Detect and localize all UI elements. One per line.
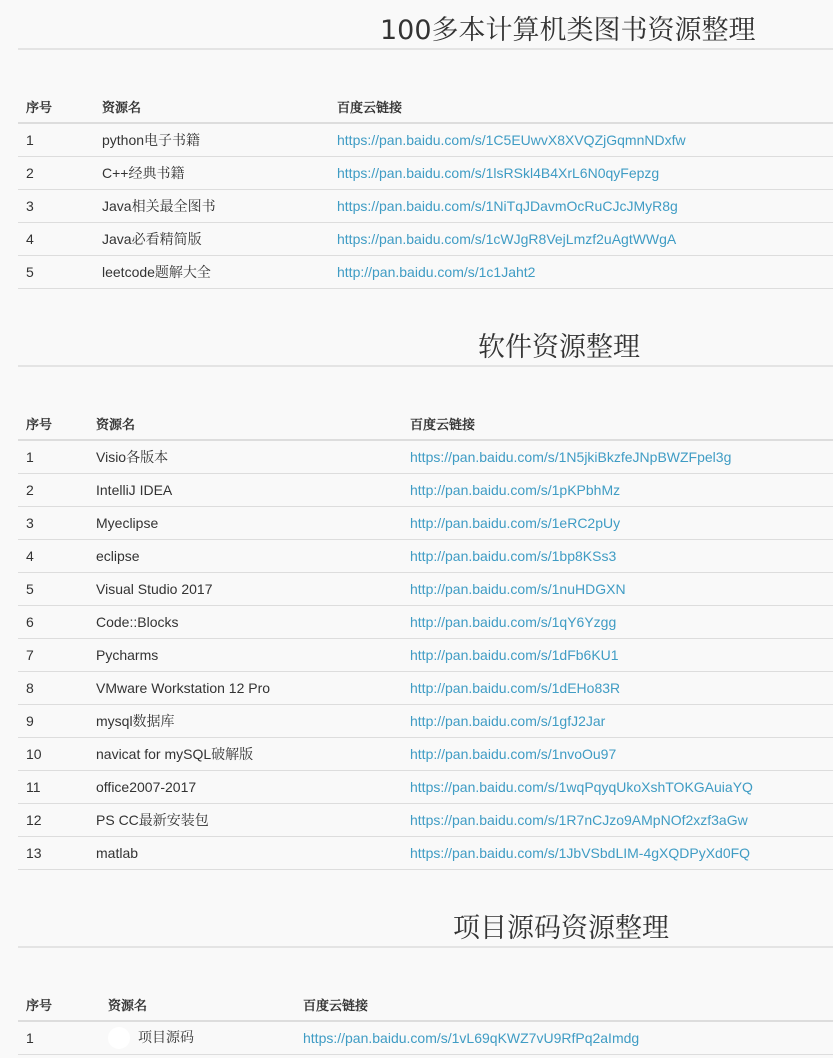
resource-name: C++经典书籍 (94, 157, 329, 190)
table-row (18, 540, 833, 573)
row-index: 11 (18, 771, 88, 804)
baidu-link[interactable]: https://pan.baidu.com/s/1N5jkiBkzfeJNpBWZFpel3g (410, 449, 732, 465)
resource-name: PS CC最新安装包 (88, 804, 402, 837)
resource-name: Java必看精简版 (94, 223, 329, 256)
resource-name: Myeclipse (88, 507, 402, 540)
table-row (18, 837, 833, 870)
table-row (18, 157, 833, 190)
table-header-row (18, 90, 833, 123)
resource-name: navicat for mySQL破解版 (88, 738, 402, 771)
resource-name: office2007-2017 (88, 771, 402, 804)
row-index: 10 (18, 738, 88, 771)
column-header-name: 资源名 (94, 90, 329, 123)
baidu-link[interactable]: http://pan.baidu.com/s/1dEHo83R (410, 680, 621, 696)
table-row (18, 639, 833, 672)
table-row (18, 440, 833, 474)
baidu-link[interactable]: https://pan.baidu.com/s/1wqPqyqUkoXshTOKGAuiaYQ (410, 779, 753, 795)
resource-name: Code::Blocks (88, 606, 402, 639)
row-index: 12 (18, 804, 88, 837)
table-row (18, 223, 833, 256)
resource-name: 项目源码 (138, 1028, 194, 1045)
column-header-link: 百度云链接 (295, 988, 833, 1021)
row-index: 8 (18, 672, 88, 705)
row-index: 1 (18, 123, 94, 157)
section-divider (18, 365, 833, 367)
table-header-row (18, 407, 833, 440)
baidu-link[interactable]: http://pan.baidu.com/s/1eRC2pUy (410, 515, 621, 531)
section-title-books: 100多本计算机类图书资源整理 (380, 15, 756, 46)
column-header-index: 序号 (18, 90, 94, 123)
section-title-software: 软件资源整理 (478, 332, 640, 363)
baidu-link[interactable]: http://pan.baidu.com/s/1qY6Yzgg (410, 614, 617, 630)
column-header-index: 序号 (18, 407, 88, 440)
row-index: 3 (18, 507, 88, 540)
resource-name: IntelliJ IDEA (88, 474, 402, 507)
books-table (18, 90, 833, 289)
table-row (18, 738, 833, 771)
resource-name: Pycharms (88, 639, 402, 672)
table-header-row (18, 988, 833, 1021)
resource-name: Java相关最全图书 (94, 190, 329, 223)
table-row (18, 256, 833, 289)
table-row (18, 705, 833, 738)
software-table (18, 407, 833, 870)
baidu-link[interactable]: https://pan.baidu.com/s/1R7nCJzo9AMpNOf2xzf3aGw (410, 812, 748, 828)
resource-name-cell (100, 1021, 295, 1055)
avatar (108, 1027, 130, 1049)
baidu-link[interactable]: https://pan.baidu.com/s/1C5EUwvX8XVQZjGqmnNDxfw (337, 132, 686, 148)
table-row (18, 804, 833, 837)
column-header-link: 百度云链接 (329, 90, 833, 123)
table-row (18, 771, 833, 804)
column-header-link: 百度云链接 (402, 407, 833, 440)
table-row (18, 190, 833, 223)
row-index: 2 (18, 157, 94, 190)
section-divider (18, 48, 833, 50)
table-row (18, 123, 833, 157)
baidu-link[interactable]: http://pan.baidu.com/s/1nuHDGXN (410, 581, 626, 597)
row-index: 1 (18, 1021, 100, 1055)
row-index: 1 (18, 440, 88, 474)
baidu-link[interactable]: http://pan.baidu.com/s/1pKPbhMz (410, 482, 621, 498)
table-row (18, 573, 833, 606)
table-row (18, 606, 833, 639)
resource-name: python电子书籍 (94, 123, 329, 157)
resource-name: Visio各版本 (88, 440, 402, 474)
resource-name: mysql数据库 (88, 705, 402, 738)
baidu-link[interactable]: http://pan.baidu.com/s/1gfJ2Jar (410, 713, 606, 729)
row-index: 4 (18, 540, 88, 573)
projects-table (18, 988, 833, 1055)
baidu-link[interactable]: https://pan.baidu.com/s/1NiTqJDavmOcRuCJcJMyR8g (337, 198, 678, 214)
row-index: 5 (18, 256, 94, 289)
row-index: 13 (18, 837, 88, 870)
row-index: 6 (18, 606, 88, 639)
table-row (18, 474, 833, 507)
row-index: 3 (18, 190, 94, 223)
baidu-link[interactable]: http://pan.baidu.com/s/1bp8KSs3 (410, 548, 617, 564)
column-header-index: 序号 (18, 988, 100, 1021)
baidu-link[interactable]: http://pan.baidu.com/s/1c1Jaht2 (337, 264, 536, 280)
row-index: 9 (18, 705, 88, 738)
section-divider (18, 946, 833, 948)
baidu-link[interactable]: https://pan.baidu.com/s/1vL69qKWZ7vU9RfPq2aImdg (303, 1030, 640, 1046)
baidu-link[interactable]: http://pan.baidu.com/s/1nvoOu97 (410, 746, 617, 762)
table-row (18, 507, 833, 540)
resource-name: eclipse (88, 540, 402, 573)
row-index: 2 (18, 474, 88, 507)
resource-name: leetcode题解大全 (94, 256, 329, 289)
table-row (18, 672, 833, 705)
row-index: 4 (18, 223, 94, 256)
resource-name: Visual Studio 2017 (88, 573, 402, 606)
baidu-link[interactable]: https://pan.baidu.com/s/1cWJgR8VejLmzf2uAgtWWgA (337, 231, 677, 247)
row-index: 7 (18, 639, 88, 672)
resource-name: matlab (88, 837, 402, 870)
resource-name: VMware Workstation 12 Pro (88, 672, 402, 705)
column-header-name: 资源名 (100, 988, 295, 1021)
row-index: 5 (18, 573, 88, 606)
section-title-projects: 项目源码资源整理 (453, 913, 669, 944)
column-header-name: 资源名 (88, 407, 402, 440)
baidu-link[interactable]: https://pan.baidu.com/s/1lsRSkl4B4XrL6N0qyFepzg (337, 165, 660, 181)
table-row (18, 1021, 833, 1055)
baidu-link[interactable]: http://pan.baidu.com/s/1dFb6KU1 (410, 647, 619, 663)
baidu-link[interactable]: https://pan.baidu.com/s/1JbVSbdLIM-4gXQDPyXd0FQ (410, 845, 751, 861)
